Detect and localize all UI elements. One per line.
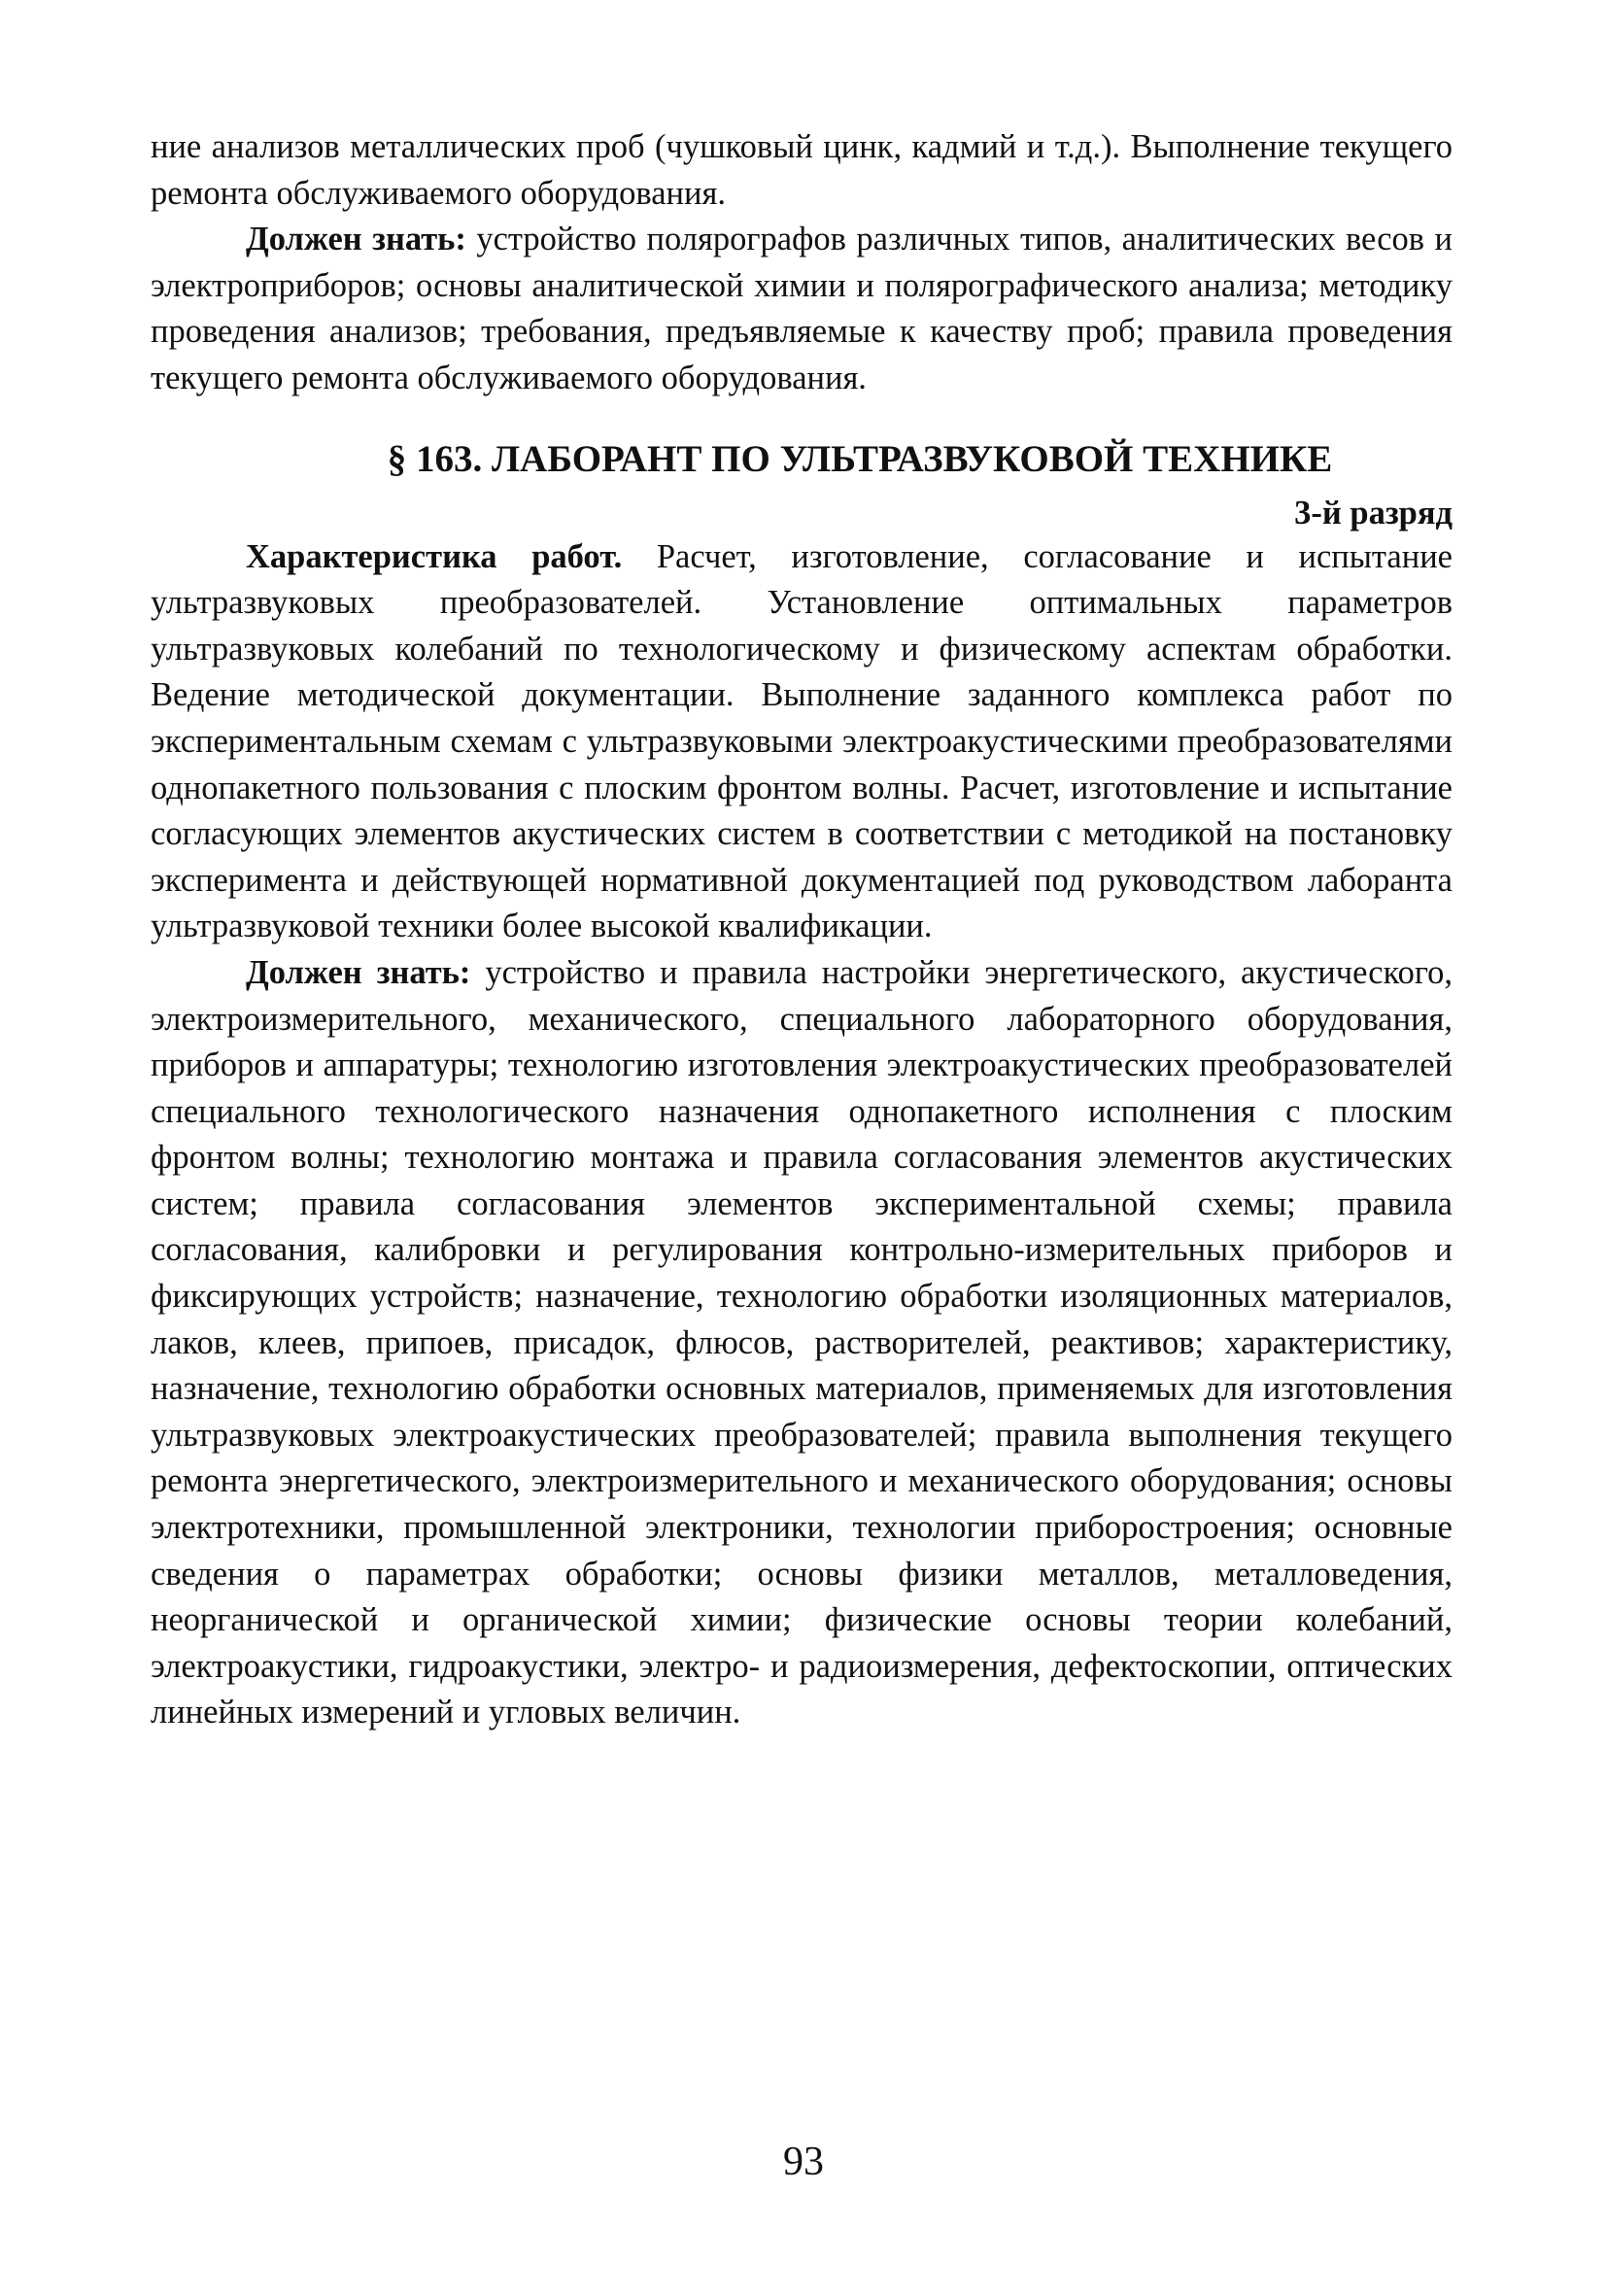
continuation-paragraph	[151, 124, 1453, 217]
page-content	[151, 124, 1453, 1736]
continuation-text: ние анализов металлических проб (чушковый цинк, кадмий и т.д.). Выполнение текущего ремонта обслуживаемого оборудования.	[151, 128, 1453, 212]
knowledge-lead-previous: Должен знать:	[246, 221, 466, 258]
section-title: § 163. ЛАБОРАНТ ПО УЛЬТРАЗВУКОВОЙ ТЕХНИКЕ	[387, 437, 1333, 480]
knowledge-paragraph	[151, 950, 1453, 1736]
knowledge-lead: Должен знать:	[246, 953, 471, 991]
work-characteristics-paragraph	[151, 534, 1453, 950]
knowledge-text-previous: устройство полярографов различных типов, аналитических весов и электроприборов; основы аналитической химии и полярографического анализа; методику проведения анализов; требования, предъявляемые к качеству проб; правила проведения текущего ремонта обслуживаемого оборудования.	[151, 221, 1453, 396]
page-number: 93	[783, 2140, 824, 2184]
work-characteristics-text: Расчет, изготовление, согласование и испытание ультразвуковых преобразователей. Установление оптимальных параметров ультразвуковых колебаний по технологическому и физическому аспектам обработки. Ведение методической документации. Выполнение заданного комплекса работ по экспериментальным схемам с ультразвуковыми электроакустическими преобразователями однопакетного пользования с плоским фронтом волны. Расчет, изготовление и испытание согласующих элементов акустических систем в соответствии с методикой на постановку эксперимента и действующей нормативной документацией под руководством лаборанта ультразвуковой техники более высокой квалификации.	[151, 537, 1453, 945]
work-characteristics-lead: Характеристика работ.	[246, 537, 623, 575]
grade-label: 3-й разряд	[1294, 494, 1453, 531]
knowledge-paragraph-previous	[151, 217, 1453, 401]
knowledge-text: устройство и правила настройки энергетического, акустического, электроизмерительного, механического, специального лабораторного оборудования, приборов и аппаратуры; технологию изготовления электроакустических преобразователей специального технологического назначения однопакетного исполнения с плоским фронтом волны; технологию монтажа и правила согласования элементов акустических систем; правила согласования элементов экспериментальной схемы; правила согласования, калибровки и регулирования контрольно-измерительных приборов и фиксирующих устройств; назначение, технологию обработки изоляционных материалов, лаков, клеев, припоев, присадок, флюсов, растворителей, реактивов; характеристику, назначение, технологию обработки основных материалов, применяемых для изготовления ультразвуковых электроакустических преобразователей; правила выполнения текущего ремонта энергетического, электроизмерительного и механического оборудования; основы электротехники, промышленной электроники, технологии приборостроения; основные сведения о параметрах обработки; основы физики металлов, металловедения, неорганической и органической химии; физические основы теории колебаний, электроакустики, гидроакустики, электро- и радиоизмерения, дефектоскопии, оптических линейных измерений и угловых величин.	[151, 953, 1453, 1731]
